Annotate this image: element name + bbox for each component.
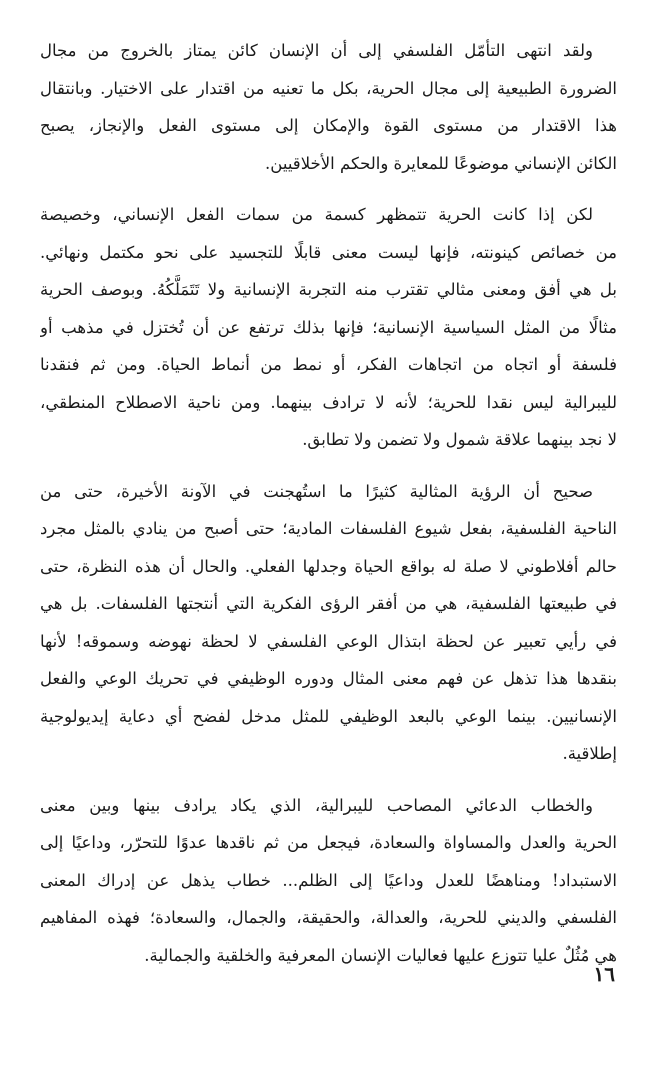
- text-line: في طبيعتها الفلسفية، هي من أفقر الرؤى الفكرية التي أنتجتها الفلسفات. بل هي: [40, 594, 617, 613]
- text-line: لا نجد بينهما علاقة شمول ولا تضمن ولا تطابق.: [302, 430, 617, 449]
- text-line: إطلاقية.: [562, 744, 617, 763]
- text-line: لليبرالية ليس نقدا للحرية؛ لأنه لا ترادف بينهما. ومن ناحية الاصطلاح المنطقي،: [40, 392, 617, 412]
- text-line: الناحية الفلسفية، بفعل شيوع الفلسفات المادية؛ حتى أصبح من ينادي بالمثل مجرد: [40, 519, 617, 538]
- paragraph: [40, 32, 617, 182]
- paragraph: [40, 787, 617, 975]
- text-line: فلسفة أو اتجاه من اتجاهات الفكر، أو نمط من أنماط الحياة. ومن ثم فنقدنا: [40, 355, 617, 374]
- text-line: صحيح أن الرؤية المثالية كثيرًا ما استُهجنت في الآونة الأخيرة، حتى من: [40, 481, 593, 501]
- text-line: لكن إذا كانت الحرية تتمظهر كسمة من سمات الفعل الإنساني، وخصيصة: [40, 205, 594, 224]
- text-line: بنقدها هذا تذهل عن فهم معنى المثال ودوره الوظيفي في تحريك الوعي والفعل: [40, 669, 617, 688]
- text-line: الاستبداد! ومناهضًا للعدل وداعيًا إلى الظلم... خطاب يذهل عن إدراك المعنى: [40, 870, 617, 890]
- paragraph: [40, 473, 617, 773]
- text-line: من خصائص كينونته، فإنها ليست معنى قابلًا للتجسيد على نحو مكتمل ونهائي.: [40, 242, 617, 262]
- text-line: ولقد انتهى التأمّل الفلسفي إلى أن الإنسان كائن يمتاز بالخروج من مجال: [40, 41, 593, 60]
- text-line: الكائن الإنساني موضوعًا للمعايرة والحكم الأخلاقيين.: [265, 153, 617, 173]
- page-number: ١٦: [593, 962, 615, 986]
- text-line: الإنسانيين. بينما الوعي بالبعد الوظيفي للمثل مدخل لفضح أي دعاية إيديولوجية: [40, 706, 617, 726]
- body-text: [40, 32, 617, 974]
- text-line: الحرية والعدل والمساواة والسعادة، فيجعل من ثم ناقدها عدوًا للتحرّر، وداعيًا إلى: [40, 833, 617, 852]
- text-line: مثالًا من المثل السياسية الإنسانية؛ فإنها بذلك ترتفع عن أن تُختزل في مذهب أو: [40, 317, 617, 337]
- text-line: بل هي أفق ومعنى مثالي تقترب منه التجربة الإنسانية ولا تَتَمَلَّكُهُ. وبوصف الحرية: [40, 280, 617, 299]
- text-line: هي مُثُلٌ عليا تتوزع عليها فعاليات الإنسان المعرفية والخلقية والجمالية.: [144, 945, 617, 965]
- text-line: والخطاب الدعائي المصاحب لليبرالية، الذي يكاد يرادف بينها وبين معنى: [40, 795, 593, 815]
- text-line: هذا الاقتدار من مستوى القوة والإمكان إلى مستوى الفعل والإنجاز، يصبح: [40, 116, 617, 135]
- paragraph: [40, 196, 617, 459]
- text-line: حالم أفلاطوني لا صلة له بواقع الحياة وجدلها الفعلي. والحال أن هذه النظرة، حتى: [40, 556, 617, 576]
- text-line: في رأيي تعبير عن لحظة ابتذال الوعي الفلسفي لا لحظة نهوضه وسموقه! لأنها: [40, 631, 617, 651]
- text-line: الفلسفي والديني للحرية، والعدالة، والحقيقة، والجمال، والسعادة؛ فهذه المفاهيم: [40, 908, 617, 927]
- text-line: الضرورة الطبيعية إلى مجال الحرية، بكل ما تعنيه من اقتدار على الاختيار. وبانتقال: [40, 78, 617, 98]
